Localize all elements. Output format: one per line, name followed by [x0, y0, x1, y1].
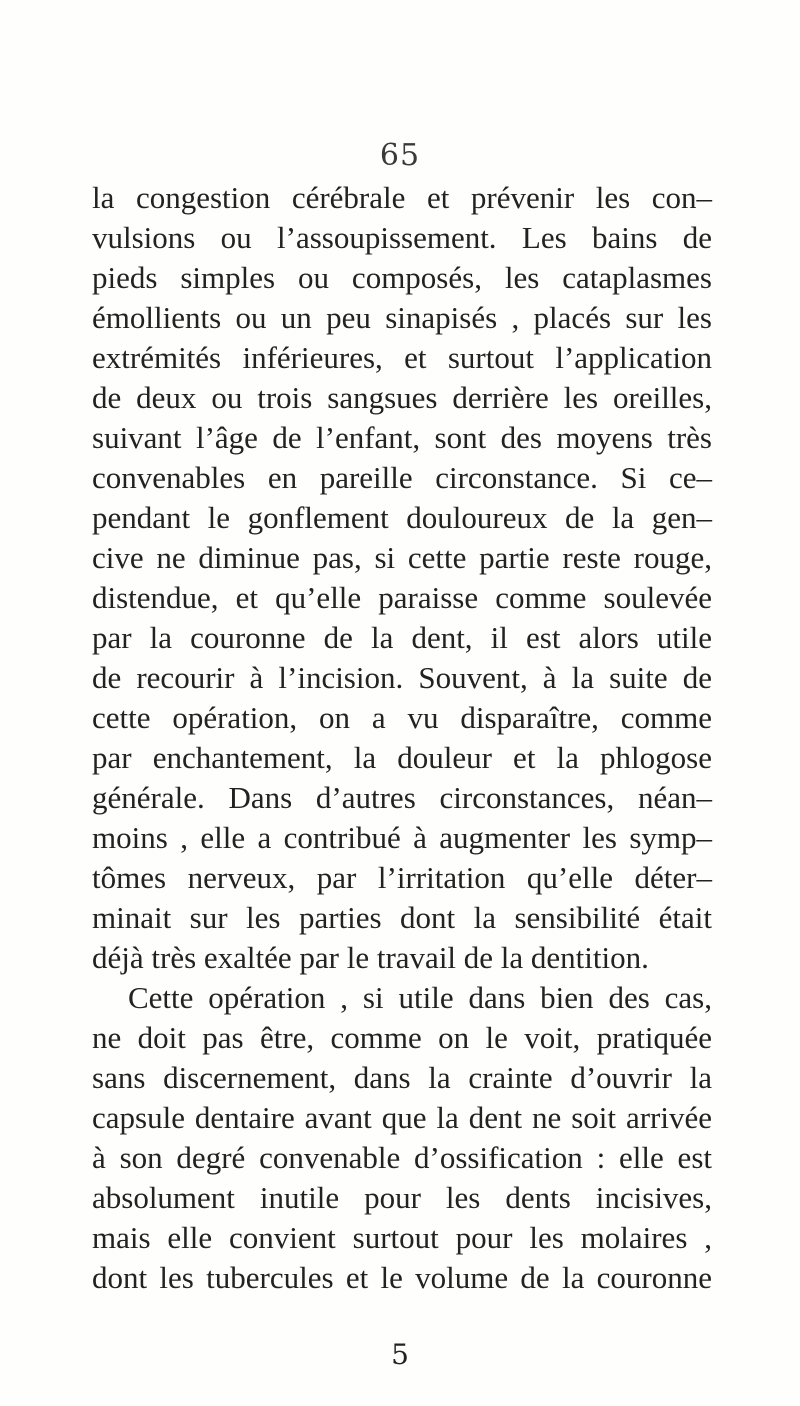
text-line: de deux ou trois sangsues derrière les oreilles,	[92, 380, 712, 415]
text-line: de recourir à l’incision. Souvent, à la suite de	[92, 660, 712, 695]
text-line: générale. Dans d’autres circonstances, néan–	[92, 780, 712, 815]
text-line: capsule dentaire avant que la dent ne soit arrivée	[92, 1100, 712, 1135]
text-line: à son degré convenable d’ossification : elle est	[92, 1140, 712, 1175]
text-line: ne doit pas être, comme on le voit, pratiquée	[92, 1020, 712, 1055]
text-line: tômes nerveux, par l’irritation qu’elle déter–	[92, 860, 712, 895]
text-line: pendant le gonflement douloureux de la gen–	[92, 500, 712, 535]
text-line: moins , elle a contribué à augmenter les symp–	[92, 820, 712, 855]
text-line: par enchantement, la douleur et la phlogose	[92, 740, 712, 775]
text-line: extrémités inférieures, et surtout l’application	[92, 340, 712, 375]
text-line: absolument inutile pour les dents incisives,	[92, 1180, 712, 1215]
text-line: cive ne diminue pas, si cette partie reste rouge,	[92, 540, 712, 575]
text-line: cette opération, on a vu disparaître, comme	[92, 700, 712, 735]
text-line: vulsions ou l’assoupissement. Les bains de	[92, 220, 712, 255]
text-line: sans discernement, dans la crainte d’ouvrir la	[92, 1060, 712, 1095]
text-line: Cette opération , si utile dans bien des cas,	[128, 980, 712, 1015]
text-line: émollients ou un peu sinapisés , placés sur les	[92, 300, 712, 335]
page-number: 65	[379, 138, 421, 173]
text-line: minait sur les parties dont la sensibilité était	[92, 900, 712, 935]
text-line: pieds simples ou composés, les cataplasmes	[92, 260, 712, 295]
text-line: mais elle convient surtout pour les molaires ,	[92, 1220, 712, 1255]
text-line: par la couronne de la dent, il est alors utile	[92, 620, 712, 655]
text-line: convenables en pareille circonstance. Si ce–	[92, 460, 712, 495]
signature-mark: 5	[391, 1338, 409, 1371]
text-line: dont les tubercules et le volume de la couronne	[92, 1260, 712, 1295]
text-line: déjà très exaltée par le travail de la dentition.	[92, 940, 649, 975]
text-line: la congestion cérébrale et prévenir les con–	[92, 180, 712, 215]
text-line: suivant l’âge de l’enfant, sont des moyens très	[92, 420, 712, 455]
body-text	[92, 178, 712, 1298]
text-line: distendue, et qu’elle paraisse comme soulevée	[92, 580, 712, 615]
